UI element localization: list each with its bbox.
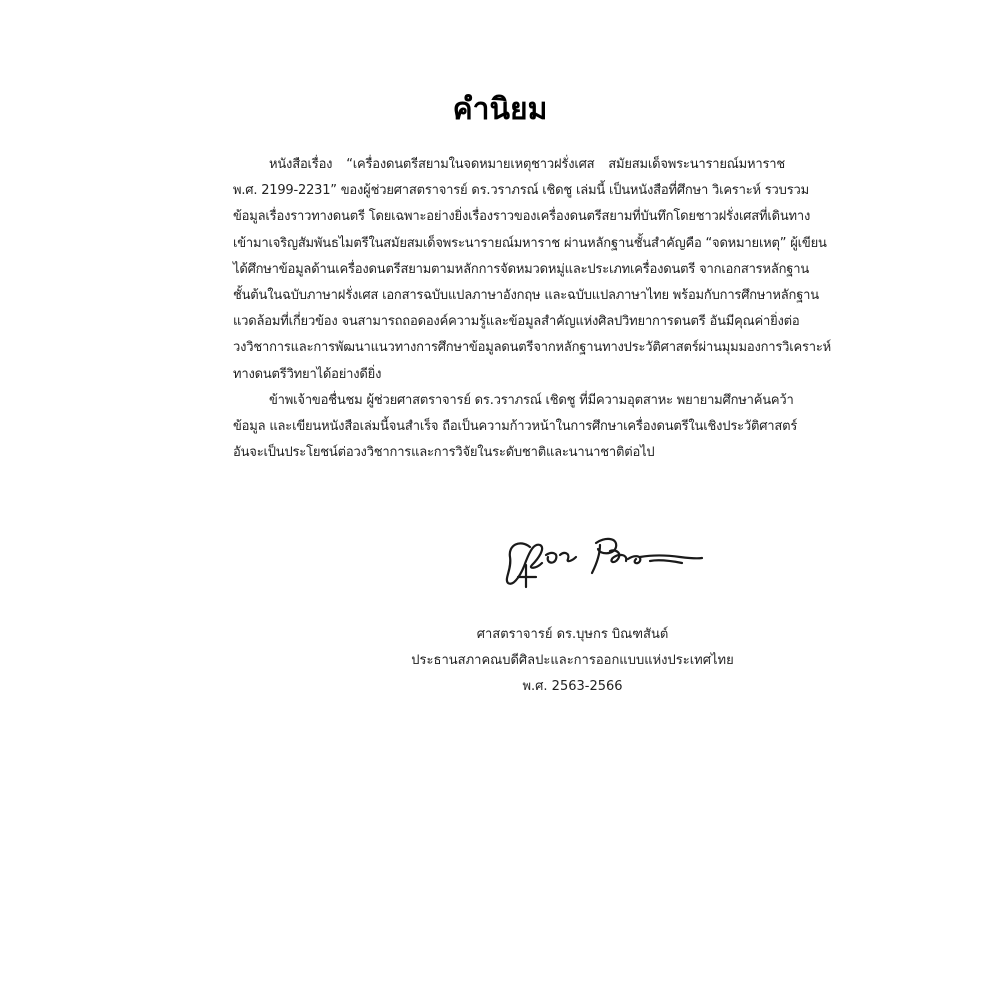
paragraph-1-line-2: พ.ศ. 2199-2231” ของผู้ช่วยศาสตราจารย์ ดร.วราภรณ์ เชิดชู เล่มนี้ เป็นหนังสือที่ศึกษา วิเคราะห์ รวบรวม xyxy=(233,183,809,199)
paragraph-1-line-8: วงวิชาการและการพัฒนาแนวทางการศึกษาข้อมูลดนตรีจากหลักฐานทางประวัติศาสตร์ผ่านมุมมองการวิเคราะห์ xyxy=(233,340,832,356)
paragraph-2-line-3: อันจะเป็นประโยชน์ต่อวงวิชาการและการวิจัยในระดับชาติและนานาชาติต่อไป xyxy=(233,445,655,461)
paragraph-1-line-1: หนังสือเรื่อง “เครื่องดนตรีสยามในจดหมายเหตุชาวฝรั่งเศส สมัยสมเด็จพระนารายณ์มหาราช xyxy=(269,157,785,172)
signer-term: พ.ศ. 2563-2566 xyxy=(522,679,623,694)
paragraph-1-line-4: เข้ามาเจริญสัมพันธไมตรีในสมัยสมเด็จพระนารายณ์มหาราช ผ่านหลักฐานชั้นสำคัญคือ “จดหมายเหตุ” ผู้เขียน xyxy=(233,235,827,251)
paragraph-1-line-6: ชั้นต้นในฉบับภาษาฝรั่งเศส เอกสารฉบับแปลภาษาอังกฤษ และฉบับแปลภาษาไทย พร้อมกับการศึกษาหลักฐาน xyxy=(233,287,819,303)
paragraph-1-line-7: แวดล้อมที่เกี่ยวข้อง จนสามารถถอดองค์ความรู้และข้อมูลสำคัญแห่งศิลปวิทยาการดนตรี อันมีคุณค่ายิ่งต่อ xyxy=(233,314,800,330)
paragraph-2-line-1: ข้าพเจ้าขอชื่นชม ผู้ช่วยศาสตราจารย์ ดร.วราภรณ์ เชิดชู ที่มีความอุตสาหะ พยายามศึกษาค้นคว้า xyxy=(269,392,794,408)
paragraph-1-line-9: ทางดนตรีวิทยาได้อย่างดียิ่ง xyxy=(233,366,382,382)
paragraph-1-line-3: ข้อมูลเรื่องราวทางดนตรี โดยเฉพาะอย่างยิ่งเรื่องราวของเครื่องดนตรีสยามที่บันทึกโดยชาวฝรั่งเศสที่เดินทาง xyxy=(233,209,811,225)
signer-position: ประธานสภาคณบดีศิลปะและการออกแบบแห่งประเทศไทย xyxy=(411,653,734,668)
paragraph-2-line-2: ข้อมูล และเขียนหนังสือเล่มนี้จนสำเร็จ ถือเป็นความก้าวหน้าในการศึกษาเครื่องดนตรีในเชิงประวัติศาสตร์ xyxy=(233,418,798,434)
paragraph-1-line-5: ได้ศึกษาข้อมูลด้านเครื่องดนตรีสยามตามหลักการจัดหมวดหมู่และประเภทเครื่องดนตรี จากเอกสารหลักฐาน xyxy=(233,261,810,277)
page-title: คำนิยม xyxy=(452,92,548,127)
signer-block xyxy=(400,622,745,700)
signer-name: ศาสตราจารย์ ดร.บุษกร บิณฑสันต์ xyxy=(476,627,669,642)
foreword-body xyxy=(233,152,832,466)
handwritten-signature xyxy=(500,525,705,595)
